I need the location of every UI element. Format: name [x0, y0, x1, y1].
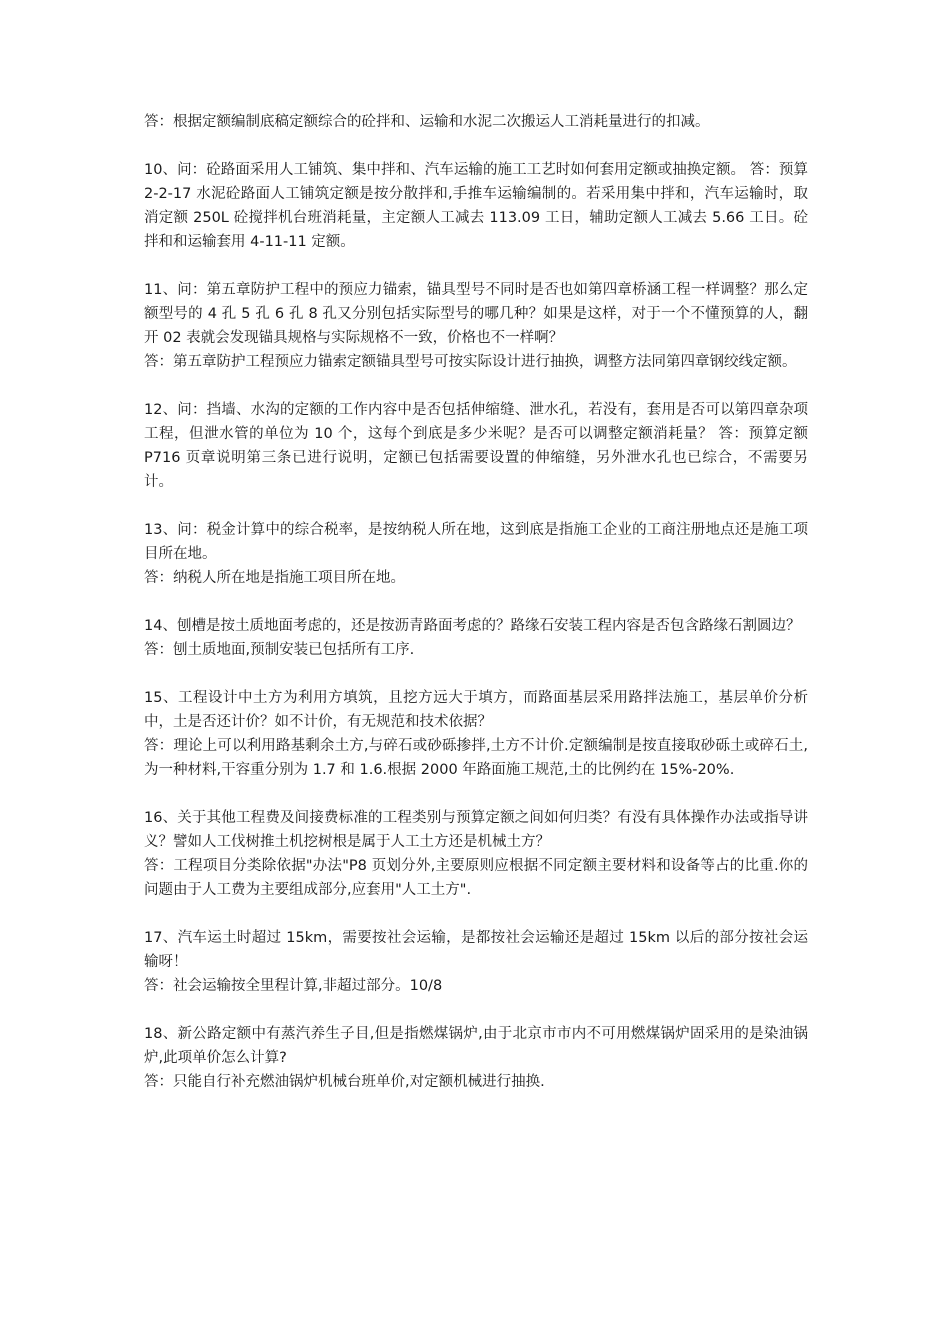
qa-13-question: 13、问：税金计算中的综合税率，是按纳税人所在地，这到底是指施工企业的工商注册地点还是施工项目所在地。: [144, 522, 808, 562]
qa-15-question: 15、工程设计中土方为利用方填筑，且挖方远大于填方，而路面基层采用路拌法施工，基层单价分析中，土是否还计价？如不计价，有无规范和技术依据？: [144, 690, 808, 730]
qa-13-answer: 答：纳税人所在地是指施工项目所在地。: [144, 570, 405, 586]
qa-item-15: [144, 686, 808, 782]
qa-16-question: 16、关于其他工程费及间接费标准的工程类别与预算定额之间如何归类？有没有具体操作办法或指导讲义？譬如人工伐树推土机挖树根是属于人工土方还是机械土方？: [144, 810, 808, 850]
qa-item-11: [144, 278, 808, 374]
qa-18-question: 18、新公路定额中有蒸汽养生子目,但是指燃煤锅炉,由于北京市市内不可用燃煤锅炉固采用的是染油锅炉,此项单价怎么计算?: [144, 1026, 808, 1066]
intro-answer-paragraph: [144, 110, 808, 134]
intro-answer: 答：根据定额编制底稿定额综合的砼拌和、运输和水泥二次搬运人工消耗量进行的扣减。: [144, 114, 710, 130]
qa-17-question: 17、汽车运土时超过 15km，需要按社会运输，是都按社会运输还是超过 15km 以后的部分按社会运输呀！: [144, 930, 808, 970]
qa-10-text: 10、问：砼路面采用人工铺筑、集中拌和、汽车运输的施工工艺时如何套用定额或抽换定额。 答：预算 2-2-17 水泥砼路面人工铺筑定额是按分散拌和,手推车运输编制的。若采用集中拌和，汽车运输时，取消定额 250L 砼搅拌机台班消耗量，主定额人工减去 113.09 工日，辅助定额人工减去 5.66 工日。砼拌和和运输套用 4-11-11 定额。: [144, 162, 808, 250]
qa-14-answer: 答：刨土质地面,预制安装已包括所有工序.: [144, 642, 415, 658]
document-page: [144, 110, 808, 1118]
qa-item-18: [144, 1022, 808, 1094]
qa-item-13: [144, 518, 808, 590]
qa-15-answer: 答：理论上可以利用路基剩余土方,与碎石或砂砾掺拌,土方不计价.定额编制是按直接取砂砾土或碎石土,为一种材料,干容重分别为 1.7 和 1.6.根据 2000 年路面施工规范,土的比例约在 15%-20%.: [144, 738, 808, 778]
qa-11-question: 11、问：第五章防护工程中的预应力锚索，锚具型号不同时是否也如第四章桥涵工程一样调整？那么定额型号的 4 孔 5 孔 6 孔 8 孔又分别包括实际型号的哪几种？如果是这样，对于一个不懂预算的人，翻开 02 表就会发现锚具规格与实际规格不一致，价格也不一样啊？: [144, 282, 808, 346]
qa-14-question: 14、刨槽是按土质地面考虑的，还是按沥青路面考虑的？路缘石安装工程内容是否包含路缘石割圆边？: [144, 618, 801, 634]
qa-item-17: [144, 926, 808, 998]
qa-16-answer: 答：工程项目分类除依据"办法"P8 页划分外,主要原则应根据不同定额主要材料和设备等占的比重.你的问题由于人工费为主要组成部分,应套用"人工土方".: [144, 858, 808, 898]
qa-17-answer: 答：社会运输按全里程计算,非超过部分。10/8: [144, 978, 443, 994]
qa-item-16: [144, 806, 808, 902]
qa-item-12: [144, 398, 808, 494]
qa-item-10: [144, 158, 808, 254]
qa-item-14: [144, 614, 808, 662]
qa-18-answer: 答：只能自行补充燃油锅炉机械台班单价,对定额机械进行抽换.: [144, 1074, 545, 1090]
qa-11-answer: 答：第五章防护工程预应力锚索定额锚具型号可按实际设计进行抽换，调整方法同第四章钢绞线定额。: [144, 354, 797, 370]
qa-12-text: 12、问：挡墙、水沟的定额的工作内容中是否包括伸缩缝、泄水孔，若没有，套用是否可以第四章杂项工程，但泄水管的单位为 10 个，这每个到底是多少米呢？是否可以调整定额消耗量？ 答：预算定额 P716 页章说明第三条已进行说明，定额已包括需要设置的伸缩缝，另外泄水孔也已综合，不需要另计。: [144, 402, 808, 490]
